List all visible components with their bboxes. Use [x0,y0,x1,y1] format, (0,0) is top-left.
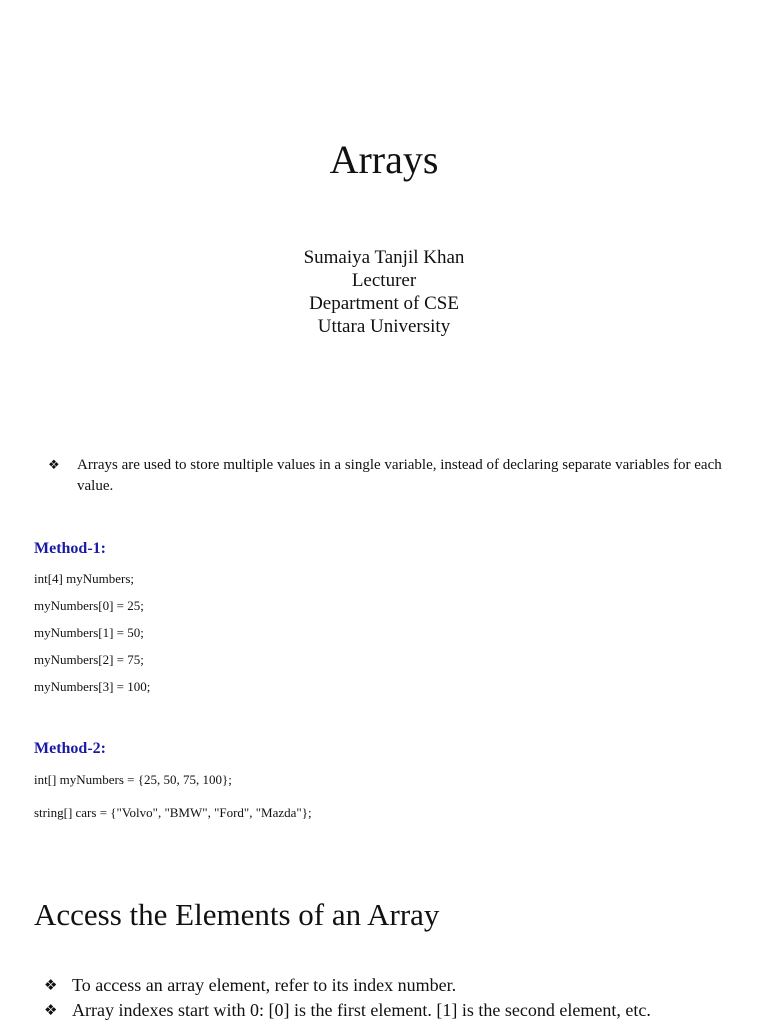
author-department: Department of CSE [309,293,459,314]
code-line: string[] cars = {"Volvo", "BMW", "Ford", "Mazda"}; [34,805,312,820]
method-2-heading: Method-2: [34,740,106,757]
code-line: myNumbers[2] = 75; [34,652,144,667]
list-item [44,973,754,998]
author-role: Lecturer [351,270,417,291]
code-line: int[] myNumbers = {25, 50, 75, 100}; [34,772,232,787]
method-1-heading: Method-1: [34,540,106,557]
code-line: myNumbers[0] = 25; [34,598,144,613]
list-item [44,998,754,1023]
author-block [0,246,768,338]
code-line: myNumbers[3] = 100; [34,679,151,694]
intro-text: Arrays are used to store multiple values in a single variable, instead of declaring separate variables for each value. [77,457,722,494]
diamond-bullet-icon: ❖ [44,1001,58,1019]
author-name: Sumaiya Tanjil Khan [303,247,465,268]
code-line: int[4] myNumbers; [34,571,135,586]
intro-paragraph [48,455,738,497]
section-heading: Access the Elements of an Array [34,897,440,932]
list-item-text: Array indexes start with 0: [0] is the first element. [1] is the second element, etc. [72,1000,651,1020]
diamond-bullet-icon: ❖ [44,976,58,994]
diamond-bullet-icon: ❖ [48,458,60,473]
code-line: myNumbers[1] = 50; [34,625,144,640]
list-item-text: To access an array element, refer to its index number. [72,975,457,995]
page-title: Arrays [329,137,439,182]
access-list [44,973,754,1023]
author-university: Uttara University [317,316,451,337]
